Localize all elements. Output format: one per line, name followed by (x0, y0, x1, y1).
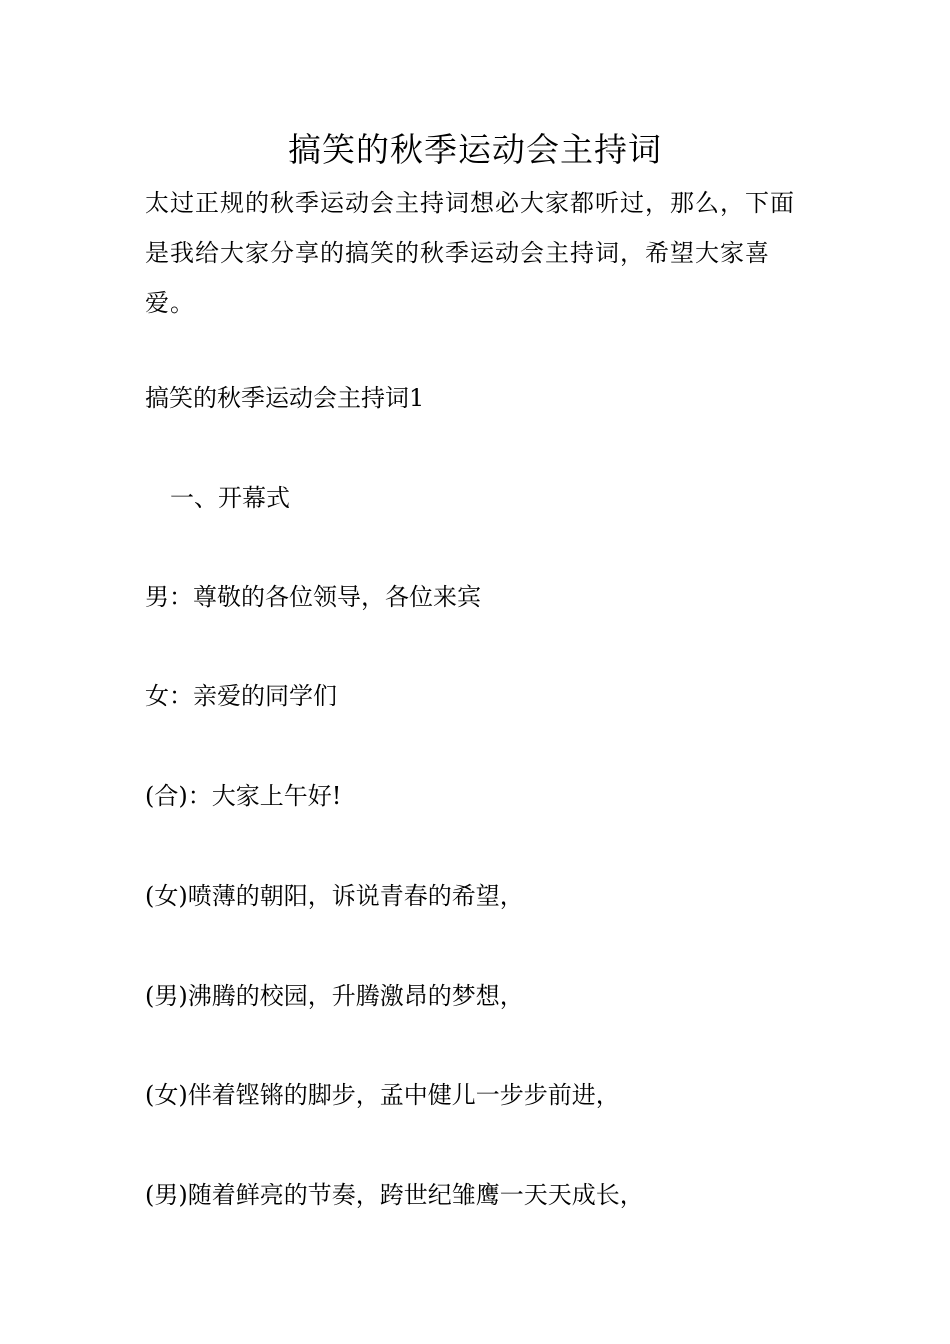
document-title: 搞笑的秋季运动会主持词 (288, 130, 662, 169)
script-line: (女)伴着铿锵的脚步，孟中健儿一步步前进， (145, 1081, 620, 1109)
section-heading: 搞笑的秋季运动会主持词1 (145, 384, 425, 412)
script-line: (男)随着鲜亮的节奏，跨世纪雏鹰一天天成长， (145, 1181, 644, 1209)
script-line: (女)喷薄的朝阳，诉说青春的希望， (145, 882, 524, 910)
script-line: 女：亲爱的同学们 (145, 682, 337, 710)
subheading-opening: 一、开幕式 (170, 484, 290, 512)
script-line: (合)：大家上午好! (145, 782, 342, 810)
script-line: (男)沸腾的校园，升腾激昂的梦想， (145, 982, 524, 1010)
intro-paragraph: 太过正规的秋季运动会主持词想必大家都听过，那么，下面是我给大家分享的搞笑的秋季运动会主持词，希望大家喜爱。 (145, 189, 795, 317)
script-line: 男：尊敬的各位领导，各位来宾 (145, 583, 481, 611)
